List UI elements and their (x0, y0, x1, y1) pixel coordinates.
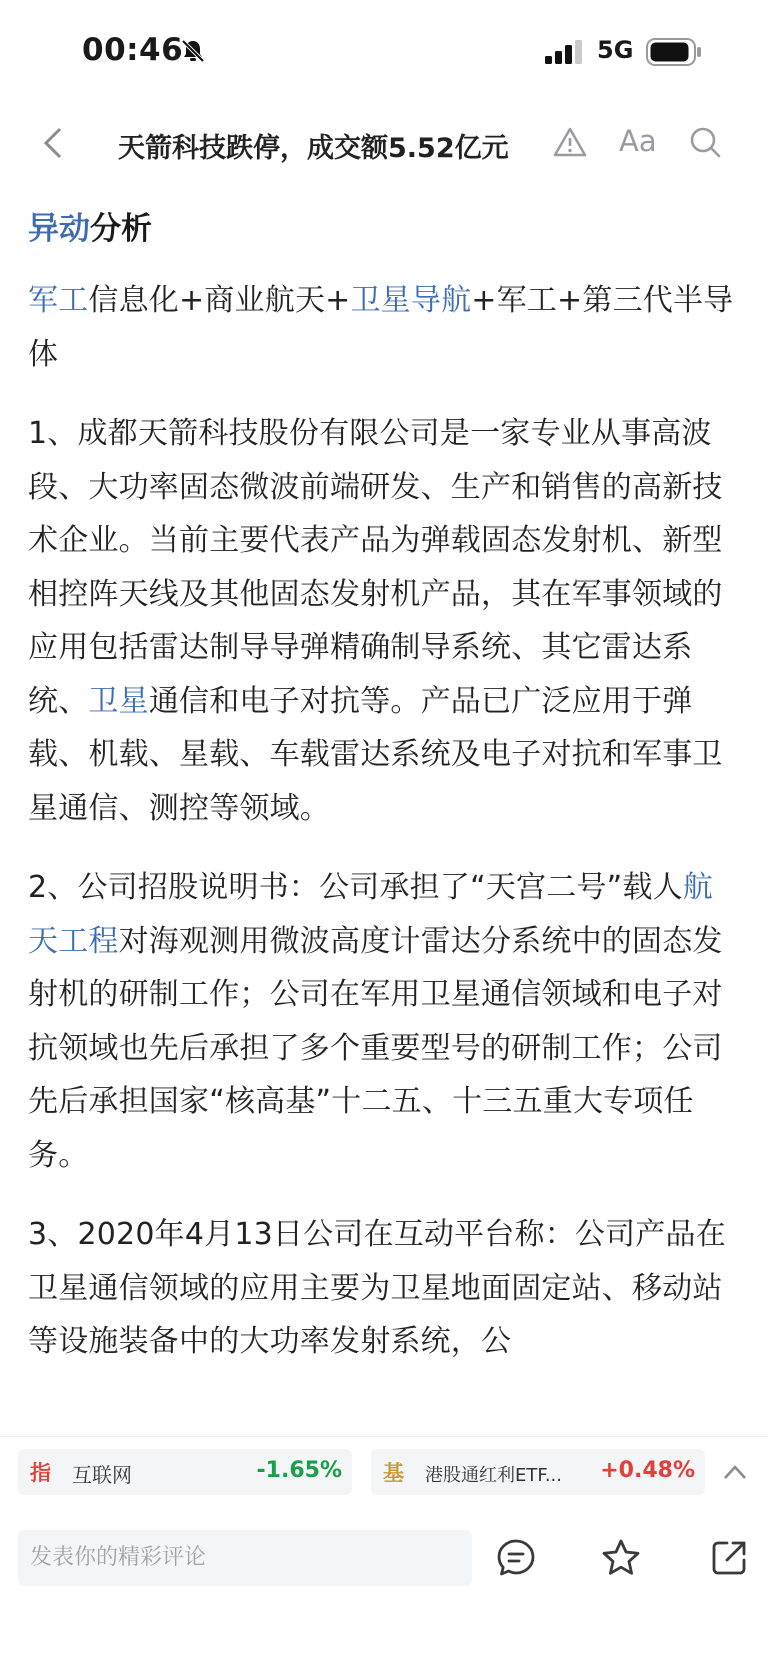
battery-icon (646, 38, 702, 66)
status-time: 00:46 (82, 32, 184, 68)
index-badge: 指 (30, 1461, 51, 1485)
star-favorite-icon[interactable] (601, 1538, 641, 1578)
ticker-index-internet[interactable] (18, 1449, 352, 1495)
ticker-name: 港股通红利ETF... (425, 1465, 562, 1486)
link-aerospace[interactable]: 航天工程 (28, 870, 713, 959)
paragraph-2 (28, 861, 743, 1182)
comment-bar (0, 1508, 768, 1665)
concept-text: +军工+第三代半导体 (28, 283, 734, 372)
chevron-up-icon[interactable] (722, 1463, 748, 1481)
concept-link-satellite-nav[interactable]: 卫星导航 (350, 283, 472, 318)
concept-link-military[interactable]: 军工 (28, 283, 89, 318)
bell-muted-icon (180, 38, 206, 64)
paragraph-1 (28, 407, 743, 835)
article-title: 天箭科技跌停，成交额5.52亿元 (118, 133, 509, 164)
paragraph-text: 通信和电子对抗等。产品已广泛应用于弹载、机载、星载、车载雷达系统及电子对抗和军事卫星通信、测控等领域。 (28, 683, 723, 826)
ticker-fund-etf[interactable] (371, 1449, 705, 1495)
paragraph-text: 1、成都天箭科技股份有限公司是一家专业从事高波段、大功率固态微波前端研发、生产和销售的高新技术企业。当前主要代表产品为弹载固态发射机、新型相控阵天线及其他固态发射机产品，其在军事领域的应用包括雷达制导导弹精确制导系统、其它雷达系统、 (28, 416, 723, 719)
paragraph-3: 3、2020年4月13日公司在互动平台称：公司产品在卫星通信领域的应用主要为卫星地面固定站、移动站等设施装备中的大功率发射系统，公 (28, 1217, 726, 1359)
ticker-change: -1.65% (256, 1458, 342, 1483)
paragraph-text: 对海观测用微波高度计雷达分系统中的固态发射机的研制工作；公司在军用卫星通信领域和电子对抗领域也先后承担了多个重要型号的研制工作；公司先后承担国家“核高基”十二五、十三五重大专项任务。 (28, 923, 723, 1173)
link-satellite[interactable]: 卫星 (88, 683, 149, 719)
related-ticker-bar (0, 1436, 768, 1509)
comment-icon[interactable] (496, 1538, 536, 1578)
search-icon[interactable] (689, 126, 721, 158)
font-size-button[interactable]: Aa (619, 124, 657, 158)
concept-text: 信息化+商业航天+ (88, 283, 351, 318)
back-icon[interactable] (38, 126, 68, 160)
article-body (0, 186, 768, 1436)
heading-text: 分析 (90, 211, 152, 247)
section-heading (28, 208, 743, 250)
report-warning-icon[interactable] (553, 127, 587, 157)
share-icon[interactable] (709, 1538, 749, 1578)
signal-icon (545, 40, 585, 64)
nav-bar (0, 100, 768, 186)
status-bar (0, 0, 768, 100)
ticker-change: +0.48% (600, 1458, 695, 1483)
network-type: 5G (597, 36, 634, 64)
paragraph-text: 2、公司招股说明书：公司承担了“天宫二号”载人 (28, 870, 683, 905)
ticker-name: 互联网 (72, 1463, 132, 1487)
comment-input[interactable]: 发表你的精彩评论 (18, 1530, 472, 1586)
fund-badge: 基 (383, 1461, 404, 1485)
concepts-paragraph (28, 274, 743, 381)
heading-link[interactable]: 异动 (28, 211, 90, 247)
